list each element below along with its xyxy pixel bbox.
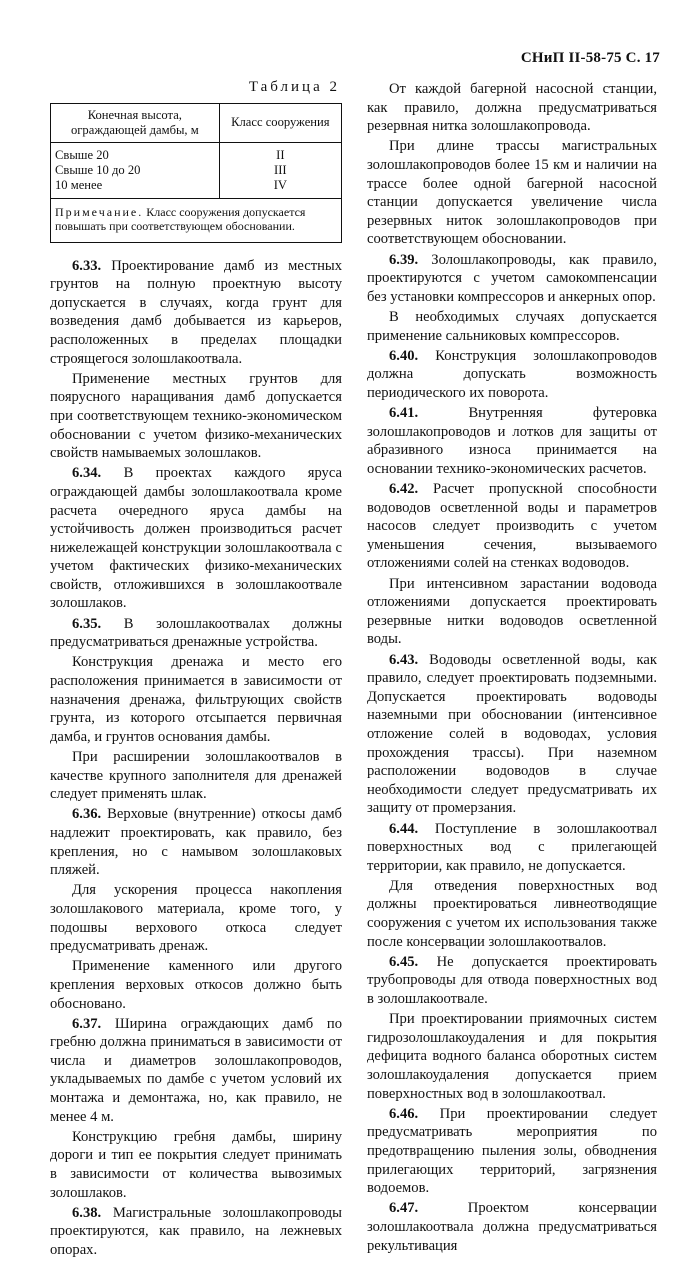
paragraph bbox=[367, 1105, 657, 1198]
paragraph-text: При проектировании приямочных систем гидрозолошлакоудаления и для покрытия дефицита водного баланса оборотных систем золошлакоудаления допускается прием поверхностных вод в золошлакоотвал. bbox=[367, 1011, 657, 1102]
paragraph bbox=[367, 651, 657, 818]
paragraph bbox=[367, 137, 657, 249]
paragraph-text: Применение местных грунтов для поярусного наращивания дамб допускается при соответствующем технико-экономическом обосновании с учетом физико-механических свойств намываемых золошлаков. bbox=[50, 370, 342, 462]
clause-number: 6.35. bbox=[72, 615, 102, 632]
clause-number: 6.46. bbox=[389, 1105, 419, 1122]
paragraph-text: Магистральные золошлакопроводы проектируются, как правило, на лежневых опорах. bbox=[50, 1204, 342, 1258]
table-cell-class: II bbox=[276, 147, 285, 162]
clause-number: 6.39. bbox=[389, 251, 419, 268]
clause-number: 6.47. bbox=[389, 1200, 419, 1217]
clause-number: 6.36. bbox=[72, 806, 102, 823]
paragraph-text: Золошлакопроводы, как правило, проектируются с учетом самокомпенсации без установки компрессоров и анкерных опор. bbox=[367, 251, 657, 305]
paragraph bbox=[367, 1010, 657, 1103]
table-header-height: Конечная высота, ограждающей дамбы, м bbox=[51, 104, 219, 143]
paragraph-text: При расширении золошлакоотвалов в качестве крупного заполнителя для дренажей следует применять шлак. bbox=[50, 749, 342, 803]
paragraph-text: От каждой багерной насосной станции, как правило, должна предусматриваться резервная нитка золошлакопровода. bbox=[367, 81, 657, 135]
table-header-class: Класс сооружения bbox=[219, 104, 341, 143]
table-header-row bbox=[51, 104, 341, 143]
clause-number: 6.41. bbox=[389, 405, 419, 422]
paragraph bbox=[50, 805, 342, 879]
paragraph bbox=[367, 347, 657, 403]
right-column bbox=[367, 80, 657, 1257]
paragraph-text: Конструкция дренажа и место его расположения принимается в зависимости от назначения дренажа, фильтрующих свойств грунта, из которого отсыпается первичная дамба, и грунтов основания дамбы. bbox=[50, 654, 342, 745]
table-note-label: Примечание. bbox=[55, 204, 144, 219]
paragraph-text: Ширина ограждающих дамб по гребню должна приниматься в зависимости от числа и диаметров золошлакопроводов, укладываемых по дамбе с учетом условий их монтажа и демонтажа, но, как правило, не менее 4 м. bbox=[50, 1015, 342, 1125]
left-column bbox=[50, 78, 342, 1261]
paragraph-text: В необходимых случаях допускается применение сальниковых компрессоров. bbox=[367, 308, 657, 344]
paragraph bbox=[50, 748, 342, 804]
paragraph bbox=[367, 80, 657, 136]
paragraph bbox=[367, 575, 657, 649]
paragraph-text: При проектировании следует предусматривать мероприятия по предотвращению пыления золы, обводнения прилегающих территорий, загрязнения водоемов. bbox=[367, 1105, 657, 1197]
paragraph bbox=[50, 957, 342, 1013]
paragraph bbox=[50, 615, 342, 652]
paragraph bbox=[50, 1204, 342, 1260]
paragraph bbox=[367, 251, 657, 307]
paragraph bbox=[50, 653, 342, 746]
clause-number: 6.33. bbox=[72, 257, 102, 274]
paragraph bbox=[367, 308, 657, 345]
table-cell-class: IV bbox=[273, 177, 287, 192]
table-caption: Таблица 2 bbox=[248, 79, 340, 95]
paragraph-text: Для отведения поверхностных вод должны проектироваться ливнеотводящие сооружения с учетом их использования также после консервации золошлакоотвалов. bbox=[367, 877, 657, 950]
paragraph bbox=[50, 881, 342, 955]
table-cell-height: Свыше 10 до 20 bbox=[51, 163, 219, 178]
paragraph bbox=[50, 464, 342, 613]
paragraph bbox=[367, 877, 657, 951]
paragraph-text: Поступление в золошлакоотвал поверхностных вод с прилегающей территории, как правило, не допускается. bbox=[367, 820, 657, 874]
paragraph bbox=[50, 370, 342, 463]
paragraph-text: Применение каменного или другого крепления верховых откосов должно быть обосновано. bbox=[50, 958, 342, 1012]
clause-number: 6.38. bbox=[72, 1204, 102, 1221]
paragraph bbox=[50, 1015, 342, 1127]
paragraph bbox=[367, 1199, 657, 1255]
paragraph-text: При длине трассы магистральных золошлакопроводов более 15 км и наличии на трассе более одной багерной насосной станции допускается увеличение числа резервных ниток золошлакопроводов при соответствующем обосновании. bbox=[367, 138, 657, 248]
table-row bbox=[51, 178, 341, 198]
table-2 bbox=[50, 78, 342, 243]
table-cell-height: Свыше 20 bbox=[51, 142, 219, 163]
paragraph-text: Водоводы осветленной воды, как правило, следует проектировать подземными. Допускается проектировать водоводы наземными при обосновании (интенсивное отложение солей в водоводах, условия прохождения трассы). При наземном расположении водоводов в случае необходимости следует предусматривать их защиту от промерзания. bbox=[367, 651, 657, 817]
paragraph-text: Проектирование дамб из местных грунтов на полную проектную высоту допускается в случаях, когда грунт для возведения дамб добывается из карьеров, расположенных в пределах площадки строящегося золошлакоотвала. bbox=[50, 257, 342, 367]
paragraph-text: При интенсивном зарастании водовода отложениями допускается проектировать резервные нитки водоводов осветленной воды. bbox=[367, 575, 657, 648]
left-column-text bbox=[50, 257, 342, 1260]
table-note bbox=[51, 198, 341, 242]
paragraph bbox=[367, 953, 657, 1009]
paragraph-text: В проектах каждого яруса ограждающей дамбы золошлакоотвала кроме расчета очередного яруса дамбы на устойчивость должен производиться расчет нижележащей конструкции золошлакоотвала с учетом фактических физико-механических свойств, отложившихся в золошлакоотвале золошлаков. bbox=[50, 465, 342, 612]
table-frame bbox=[50, 103, 342, 243]
height-class-table bbox=[51, 104, 341, 198]
table-row bbox=[51, 142, 341, 163]
paragraph-text: Верховые (внутренние) откосы дамб надлежит проектировать, как правило, без крепления, но с намывом золошлаковых пляжей. bbox=[50, 806, 342, 879]
paragraph bbox=[367, 404, 657, 478]
clause-number: 6.40. bbox=[389, 347, 419, 364]
table-cell-class: III bbox=[274, 162, 287, 177]
paragraph-text: Конструкцию гребня дамбы, ширину дороги и тип ее покрытия следует принимать в зависимости от количества вывозимых золошлаков. bbox=[50, 1128, 342, 1201]
paragraph bbox=[367, 480, 657, 573]
paragraph-text: В золошлакоотвалах должны предусматриваться дренажные устройства. bbox=[50, 615, 342, 651]
paragraph-text: Конструкция золошлакопроводов должна допускать возможность периодического их поворота. bbox=[367, 347, 657, 401]
paragraph-text: Проектом консервации золошлакоотвала должна предусматриваться рекультивация bbox=[367, 1200, 657, 1254]
clause-number: 6.37. bbox=[72, 1015, 102, 1032]
clause-number: 6.45. bbox=[389, 953, 419, 970]
paragraph-text: Расчет пропускной способности водоводов осветленной воды и параметров насосов следует производить с учетом уменьшения сечения, вызываемого отложениями солей на стенках водоводов. bbox=[367, 481, 657, 572]
table-note-text: Класс сооружения допускается повышать при соответствующем обосновании. bbox=[55, 204, 306, 234]
paragraph-text: Внутренняя футеровка золошлакопроводов и лотков для защиты от абразивного износа принимается на основании технико-экономических расчетов. bbox=[367, 405, 657, 477]
table-cell-height: 10 менее bbox=[51, 178, 219, 198]
table-row bbox=[51, 163, 341, 178]
paragraph bbox=[50, 1128, 342, 1202]
page-header: СНиП II-58-75 С. 17 bbox=[520, 50, 660, 66]
paragraph-text: Для ускорения процесса накопления золошлакового материала, кроме того, у подошвы верхового откоса следует предусматривать дренаж. bbox=[50, 882, 342, 955]
clause-number: 6.34. bbox=[72, 465, 102, 482]
paragraph-text: Не допускается проектировать трубопроводы для отвода поверхностных вод в золошлакоотвале. bbox=[367, 953, 657, 1008]
clause-number: 6.42. bbox=[389, 481, 419, 498]
clause-number: 6.43. bbox=[389, 651, 419, 668]
paragraph bbox=[50, 257, 342, 369]
clause-number: 6.44. bbox=[389, 820, 419, 837]
paragraph bbox=[367, 820, 657, 876]
